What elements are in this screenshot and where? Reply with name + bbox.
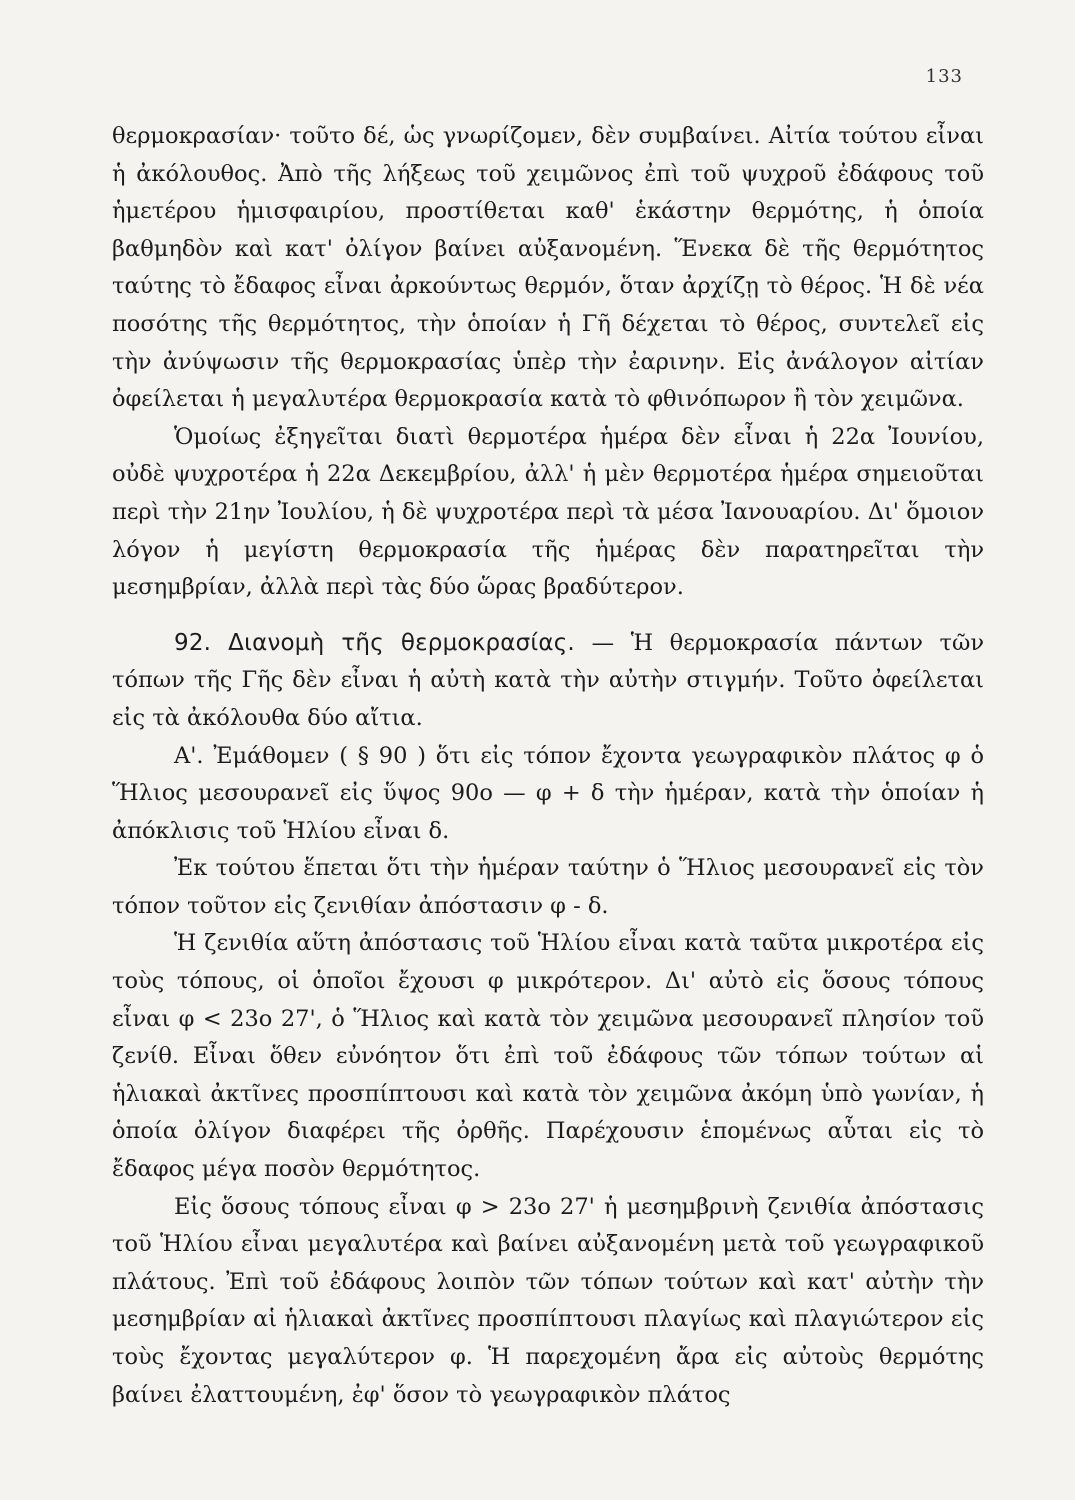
paragraph-cause-a: Α'. Ἐμάθομεν ( § 90 ) ὅτι εἰς τόπον ἔχοντα γεωγραφικὸν πλάτος φ ὁ Ἥλιος μεσουρανεῖ εἰς ὕψος 90ο — φ + δ τὴν ἡμέραν, κατὰ τὴν ὁποίαν ἡ ἀπόκλισις τοῦ Ἡλίου εἶναι δ. [112,742,984,844]
page-number: 133 [925,66,963,87]
paragraph-zenith-distance: Ἐκ τούτου ἕπεται ὅτι τὴν ἡμέραν ταύτην ὁ Ἥλιος μεσουρανεῖ εἰς τὸν τόπον τοῦτον εἰς ζενιθίαν ἀπόστασιν φ - δ. [112,855,984,919]
paragraph-thermal-lag: θερμοκρασίαν· τοῦτο δέ, ὡς γνωρίζομεν, δὲν συμβαίνει. Αἰτία τούτου εἶναι ἡ ἀκόλουθος. Ἀπὸ τῆς λήξεως τοῦ χειμῶνος ἐπὶ τοῦ ψυχροῦ ἐδάφους τοῦ ἡμετέρου ἡμισφαιρίου, προστίθεται καθ' ἑκάστην θερμότης, ἡ ὁποία βαθμηδὸν καὶ κατ' ὀλίγον βαίνει αὐξανομένη. Ἕνεκα δὲ τῆς θερμότητος ταύτης τὸ ἔδαφος εἶναι ἀρκούντως θερμόν, ὅταν ἀρχίζῃ τὸ θέρος. Ἡ δὲ νέα ποσότης τῆς θερμότητος, τὴν ὁποίαν ἡ Γῆ δέχεται τὸ θέρος, συντελεῖ εἰς τὴν ἀνύψωσιν τῆς θερμοκρασίας ὑπὲρ τὴν ἐαρινην. Εἰς ἀνάλογον αἰτίαν ὀφείλεται ἡ μεγαλυτέρα θερμοκρασία κατὰ τὸ φθινόπωρον ἢ τὸν χειμῶνα. [112,123,984,413]
section-92-text: — Ἡ θερμοκρασία πάντων τῶν τόπων τῆς Γῆς δὲν εἶναι ἡ αὐτὴ κατὰ τὴν αὐτὴν στιγμήν. Τοῦτο ὀφείλεται εἰς τὰ ἀκόλουθα δύο αἴτια. [112,629,985,731]
paragraph-hottest-day: Ὁμοίως ἐξηγεῖται διατὶ θερμοτέρα ἡμέρα δὲν εἶναι ἡ 22α Ἰουνίου, οὐδὲ ψυχροτέρα ἡ 22α Δεκεμβρίου, ἀλλ' ἡ μὲν θερμοτέρα ἡμέρα σημειοῦται περὶ τὴν 21ην Ἰουλίου, ἡ δὲ ψυχροτέρα περὶ τὰ μέσα Ἰανουαρίου. Δι' ὅμοιον λόγον ἡ μεγίστη θερμοκρασία τῆς ἡμέρας δὲν παρατηρεῖται τὴν μεσημβρίαν, ἀλλὰ περὶ τὰς δύο ὥρας βραδύτερον. [112,423,984,601]
body-text [112,118,984,1414]
section-heading: 92. Διανομὴ τῆς θερμοκρασίας. [174,629,575,656]
paragraph-section-92 [112,625,984,738]
paragraph-low-latitudes: Ἡ ζενιθία αὕτη ἀπόστασις τοῦ Ἡλίου εἶναι κατὰ ταῦτα μικροτέρα εἰς τοὺς τόπους, οἱ ὁποῖοι ἔχουσι φ μικρότερον. Δι' αὐτὸ εἰς ὅσους τόπους εἶναι φ < 23ο 27', ὁ Ἥλιος καὶ κατὰ τὸν χειμῶνα μεσουρανεῖ πλησίον τοῦ ζενίθ. Εἶναι ὅθεν εὐνόητον ὅτι ἐπὶ τοῦ ἐδάφους τῶν τόπων τούτων αἱ ἡλιακαὶ ἀκτῖνες προσπίπτουσι καὶ κατὰ τὸν χειμῶνα ἀκόμη ὑπὸ γωνίαν, ἡ ὁποία ὀλίγον διαφέρει τῆς ὀρθῆς. Παρέχουσιν ἑπομένως αὗται εἰς τὸ ἔδαφος μέγα ποσὸν θερμότητος. [112,930,984,1183]
paragraph-high-latitudes: Εἰς ὅσους τόπους εἶναι φ > 23ο 27' ἡ μεσημβρινὴ ζενιθία ἀπόστασις τοῦ Ἡλίου εἶναι μεγαλυτέρα καὶ βαίνει αὐξανομένη μετὰ τοῦ γεωγραφικοῦ πλάτους. Ἐπὶ τοῦ ἐδάφους λοιπὸν τῶν τόπων τούτων καὶ κατ' αὐτὴν τὴν μεσημβρίαν αἱ ἡλιακαὶ ἀκτῖνες προσπίπτουσι πλαγίως καὶ πλαγιώτερον εἰς τοὺς ἔχοντας μεγαλύτερον φ. Ἡ παρεχομένη ἄρα εἰς αὐτοὺς θερμότης βαίνει ἐλαττουμένη, ἐφ' ὅσον τὸ γεωγραφικὸν πλάτος [112,1193,984,1408]
